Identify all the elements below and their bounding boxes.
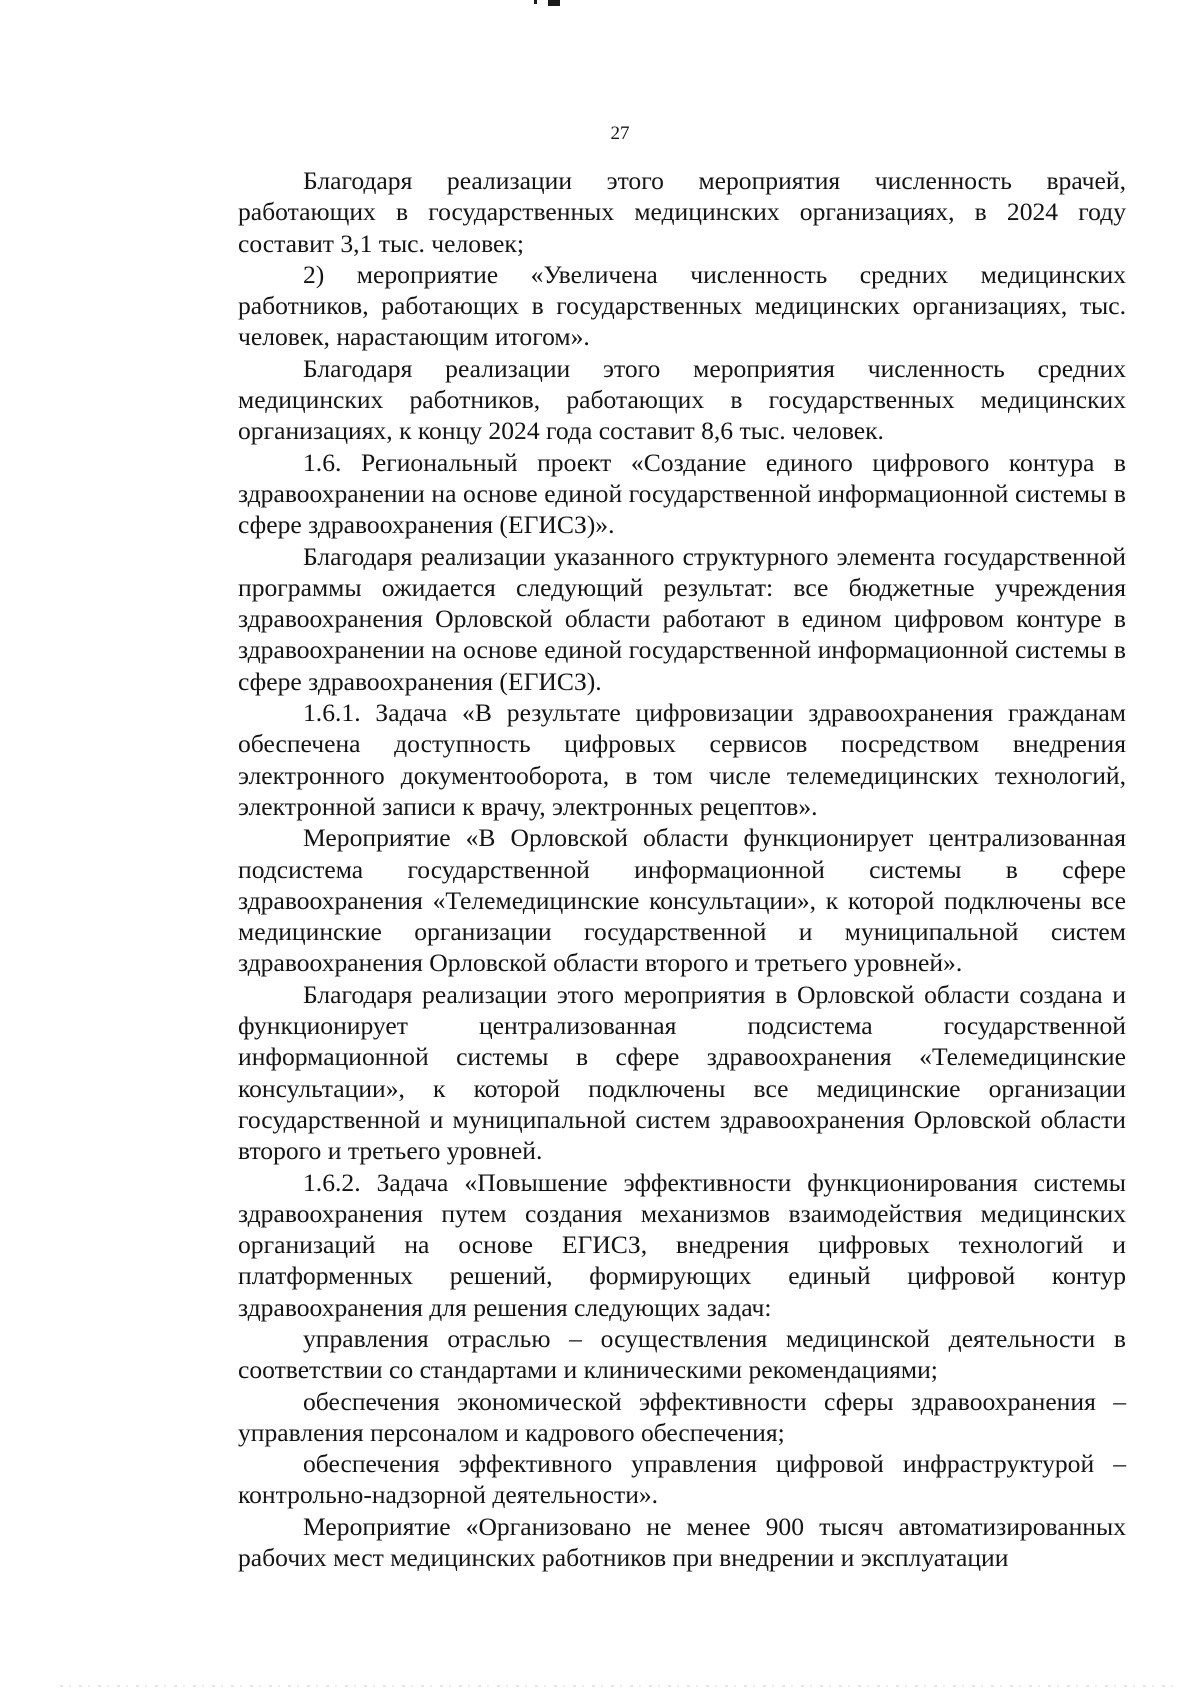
scan-noise-line xyxy=(60,1685,1180,1687)
paragraph-doctors-count: Благодаря реализации этого мероприятия численность врачей, работающих в государственных медицинских организациях, в 2024 году составит 3,1 тыс. человек; xyxy=(238,166,1126,258)
paragraph-industry-management: управления отраслью – осуществления медицинской деятельности в соответствии со стандартами и клиническими рекомендациями; xyxy=(238,1323,1126,1385)
paragraph-workstations-measure: Мероприятие «Организовано не менее 900 тысяч автоматизированных рабочих мест медицинских работников при внедрении и эксплуатации xyxy=(238,1511,1126,1573)
scan-artifact xyxy=(534,0,564,6)
paragraph-expected-result: Благодаря реализации указанного структурного элемента государственной программы ожидается следующий результат: все бюджетные учреждения здравоохранения Орловской области работают в едином цифровом контуре в здравоохранении на основе единой государственной информационной системы в сфере здравоохранения (ЕГИСЗ). xyxy=(238,541,1126,696)
page-number: 27 xyxy=(610,123,630,144)
paragraph-nurses-count: Благодаря реализации этого мероприятия численность средних медицинских работников, работающих в государственных медицинских организациях, к концу 2024 года составит 8,6 тыс. человек. xyxy=(238,353,1126,446)
paragraph-task-1-6-1: 1.6.1. Задача «В результате цифровизации здравоохранения гражданам обеспечена доступность цифровых сервисов посредством внедрения электронного документооборота, в том числе телемедицинских технологий, электронной записи к врачу, электронных рецептов». xyxy=(238,698,1126,821)
paragraph-economic-efficiency: обеспечения экономической эффективности сферы здравоохранения – управления персоналом и кадрового обеспечения; xyxy=(238,1386,1126,1447)
document-body xyxy=(238,165,1126,1573)
paragraph-project-1-6: 1.6. Региональный проект «Создание единого цифрового контура в здравоохранении на основе единой государственной информационной системы в сфере здравоохранения (ЕГИСЗ)». xyxy=(238,447,1126,540)
paragraph-telemedicine-measure: Мероприятие «В Орловской области функционирует централизованная подсистема государственной информационной системы в сфере здравоохранения «Телемедицинские консультации», к которой подключены все медицинские организации государственной и муниципальной систем здравоохранения Орловской области второго и третьего уровней». xyxy=(238,823,1126,978)
paragraph-task-1-6-2: 1.6.2. Задача «Повышение эффективности функционирования системы здравоохранения путем создания механизмов взаимодействия медицинских организаций на основе ЕГИСЗ, внедрения цифровых технологий и платформенных решений, формирующих единый цифровой контур здравоохранения для решения следующих задач: xyxy=(238,1167,1126,1322)
paragraph-measure-2: 2) мероприятие «Увеличена численность средних медицинских работников, работающих в государственных медицинских организациях, тыс. человек, нарастающим итогом». xyxy=(238,259,1126,352)
paragraph-digital-infrastructure: обеспечения эффективного управления цифровой инфраструктурой – контрольно-надзорной деятельности». xyxy=(238,1449,1126,1510)
paragraph-telemedicine-result: Благодаря реализации этого мероприятия в Орловской области создана и функционирует централизованная подсистема государственной информационной системы в сфере здравоохранения «Телемедицинские консультации», к которой подключены все медицинские организации государственной и муниципальной систем здравоохранения Орловской области второго и третьего уровней. xyxy=(238,979,1126,1166)
